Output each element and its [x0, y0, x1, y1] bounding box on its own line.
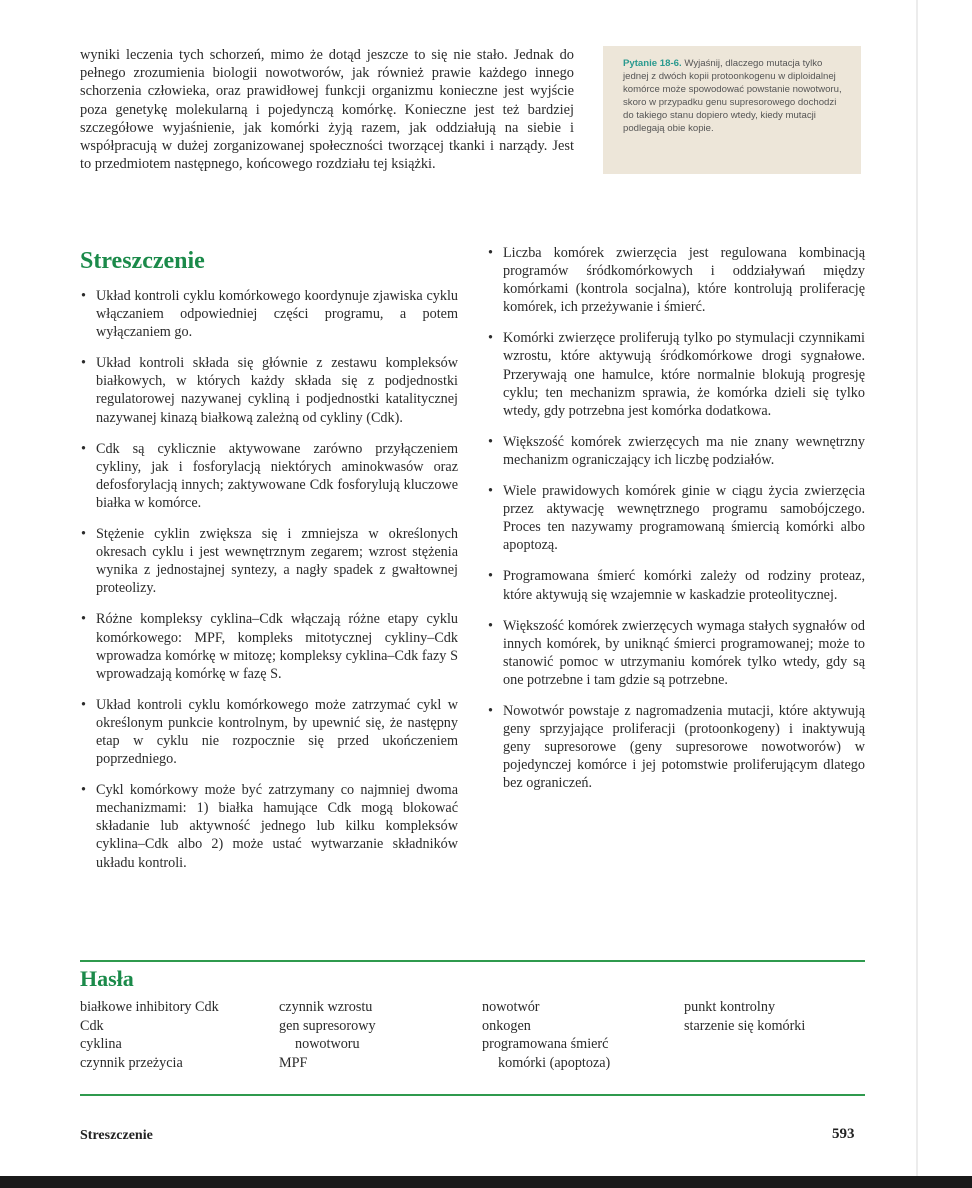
summary-item [80, 610, 458, 682]
bullet-mark: • [488, 568, 493, 585]
keywords-column-2 [279, 998, 376, 1072]
bullet-mark: • [488, 483, 493, 500]
summary-item-text: Większość komórek zwierzęcych ma nie znany wewnętrzny mechanizm ograniczający ich liczbę podziałów. [503, 433, 865, 468]
keywords-column-3 [482, 998, 610, 1072]
summary-heading: Streszczenie [80, 248, 205, 274]
summary-item [487, 617, 865, 689]
bullet-mark: • [81, 526, 86, 543]
summary-item [80, 525, 458, 597]
summary-item-text: Układ kontroli cyklu komórkowego może zatrzymać cykl w określonym punkcie kontrolnym, by upewnić się, że następny etap w cyklu nie rozpocznie się przed ukończeniem poprzedniego. [96, 696, 458, 768]
keyword-term: onkogen [482, 1017, 531, 1034]
keyword-term-continuation: nowotworu [295, 1036, 360, 1052]
keywords-column-4 [684, 998, 805, 1035]
summary-item-text: Liczba komórek zwierzęcia jest regulowana kombinacją programów śródkomórkowych i oddziaływań między komórkami (kontrola socjalna), które kontrolują proliferację komórek, ich przeżywanie i śmierć. [503, 245, 865, 316]
keyword-term: programowana śmierć [482, 1036, 609, 1052]
keyword-term: starzenie się komórki [684, 1017, 806, 1034]
bullet-mark: • [488, 245, 493, 261]
bullet-mark: • [81, 355, 86, 372]
summary-item [80, 696, 458, 768]
keyword-term: punkt kontrolny [684, 999, 776, 1015]
bullet-mark: • [81, 611, 86, 628]
keyword-term: czynnik przeżycia [80, 1054, 183, 1071]
summary-item-text: Komórki zwierzęce proliferują tylko po stymulacji czynnikami wzrostu, które aktywują śródkomórkowe drogi sygnałowe. Przerywają one hamulce, które normalnie blokują progresję cyklu; ten mechanizm sprawia, że komórka dzieli się tylko wtedy, gdy potrzebna jest komórka dodatkowa. [503, 330, 865, 419]
keywords-top-rule [80, 960, 865, 962]
summary-item-text: Układ kontroli składa się głównie z zestawu kompleksów białkowych, w których każdy składa się z podjednostki regulatorowej nazywanej cykliną i podjednostki katalitycznej nazywanej kinazą białkową zależną od cykliny (Cdk). [96, 355, 458, 426]
keyword-term: czynnik wzrostu [279, 999, 373, 1015]
summary-item [487, 433, 865, 469]
keyword-term: gen supresorowy [279, 1017, 376, 1034]
bullet-mark: • [81, 782, 86, 799]
summary-item-text: Wiele prawidowych komórek ginie w ciągu życia zwierzęcia przez aktywację wewnętrznego programu samobójczego. Proces ten nazywamy programowaną śmiercią komórki albo apoptozą. [503, 483, 865, 554]
summary-item [80, 354, 458, 426]
keywords-heading: Hasła [80, 966, 134, 991]
summary-item-text: Większość komórek zwierzęcych wymaga stałych sygnałów od innych komórek, by uniknąć śmierci programowanej; może to stanowić pomoc w utrzymaniu komórek tylko wtedy, gdy są one potrzebne i tam gdzie są potrzebne. [503, 617, 865, 688]
keyword-term: nowotwór [482, 999, 540, 1015]
bullet-mark: • [81, 696, 86, 713]
summary-item [80, 781, 458, 871]
summary-item [487, 702, 865, 792]
keywords-bottom-rule [80, 1094, 865, 1096]
bullet-mark: • [488, 330, 493, 347]
summary-item [487, 244, 865, 316]
summary-item [487, 329, 865, 419]
summary-right-column [487, 244, 865, 805]
scan-bottom-border [0, 1176, 972, 1188]
question-box [603, 46, 861, 174]
bullet-mark: • [488, 702, 493, 719]
bullet-mark: • [81, 440, 86, 457]
keyword-term: białkowe inhibitory Cdk [80, 999, 219, 1015]
bullet-mark: • [81, 288, 86, 304]
summary-left-column [80, 287, 458, 885]
summary-item-text: Układ kontroli cyklu komórkowego koordynuje zjawiska cyklu włączaniem odpowiedniej części programu, a potem wyłączaniem go. [96, 288, 458, 341]
summary-item [80, 440, 458, 512]
keyword-term: Cdk [80, 1017, 104, 1034]
summary-item [80, 287, 458, 341]
scan-page-edge [916, 0, 918, 1176]
summary-item [487, 482, 865, 554]
bullet-mark: • [488, 617, 493, 634]
summary-item-text: Różne kompleksy cyklina–Cdk włączają różne etapy cyklu komórkowego: MPF, kompleks mitotycznej cykliny–Cdk wprowadza komórkę w mitozę; kompleksy cyklina–Cdk fazy S wprowadzają komórkę w fazę S. [96, 611, 458, 682]
bullet-mark: • [488, 433, 493, 450]
question-text: Wyjaśnij, dlaczego mutacja tylko jednej z dwóch kopii protoonkogenu w diploidalnej komórce może spowodować powstanie nowotworu, skoro w przypadku genu supresorowego dochodzi do takiego stanu dopiero wtedy, kiedy mutacji podlegają obie kopie. [623, 58, 842, 134]
summary-item-text: Nowotwór powstaje z nagromadzenia mutacji, które aktywują geny sprzyjające proliferacji (protoonkogeny) i inaktywują geny supresorowe (geny supresorowe nowotworów) w pojedynczej komórce i jej potomstwie proliferującym dlatego bez ograniczeń. [503, 702, 865, 792]
summary-item-text: Stężenie cyklin zwiększa się i zmniejsza w określonych okresach cyklu i jest wewnętrznym zegarem; wzrost stężenia wynika z jednostajnej syntezy, a nagły spadek z gwałtownej proteolizy. [96, 526, 458, 597]
keyword-term: MPF [279, 1054, 308, 1071]
running-footer-section: Streszczenie [80, 1128, 153, 1143]
keyword-term: cyklina [80, 1036, 122, 1052]
summary-item [487, 567, 865, 603]
keywords-column-1 [80, 998, 219, 1072]
keyword-term-continuation: komórki (apoptoza) [498, 1054, 611, 1071]
intro-paragraph: wyniki leczenia tych schorzeń, mimo że dotąd jeszcze to się nie stało. Jednak do pełnego zrozumienia biologii nowotworów, jak również prawie każdego innego schorzenia człowieka, oraz prawidłowej funkcji organizmu konieczne jest wyjście poza genetykę molekularną i pojedynczą komórkę. Konieczne jest też bardziej szczegółowe wyjaśnienie, jak komórki żyją razem, jak oddziałują na siebie i współpracują w dużej zorganizowanej społeczności tworzącej tkanki i narządy. Jest to przedmiotem następnego, końcowego rozdziału tej książki. [80, 47, 574, 173]
summary-item-text: Cdk są cyklicznie aktywowane zarówno przyłączeniem cykliny, jak i fosforylacją niektórych aminokwasów oraz defosforylacją innych; zaktywowane Cdk fosforylują kluczowe białka w komórce. [96, 440, 458, 511]
summary-item-text: Programowana śmierć komórki zależy od rodziny proteaz, które aktywują się wzajemnie w kaskadzie proteolitycznej. [503, 568, 865, 603]
page-number: 593 [832, 1126, 855, 1142]
summary-item-text: Cykl komórkowy może być zatrzymany co najmniej dwoma mechanizmami: 1) białka hamujące Cdk mogą blokować składanie lub aktywność jednego lub kilku kompleksów cyklina–Cdk albo 2) może ustać wytwarzanie składników układu kontroli. [96, 782, 458, 871]
question-label: Pytanie 18-6. [623, 58, 682, 69]
